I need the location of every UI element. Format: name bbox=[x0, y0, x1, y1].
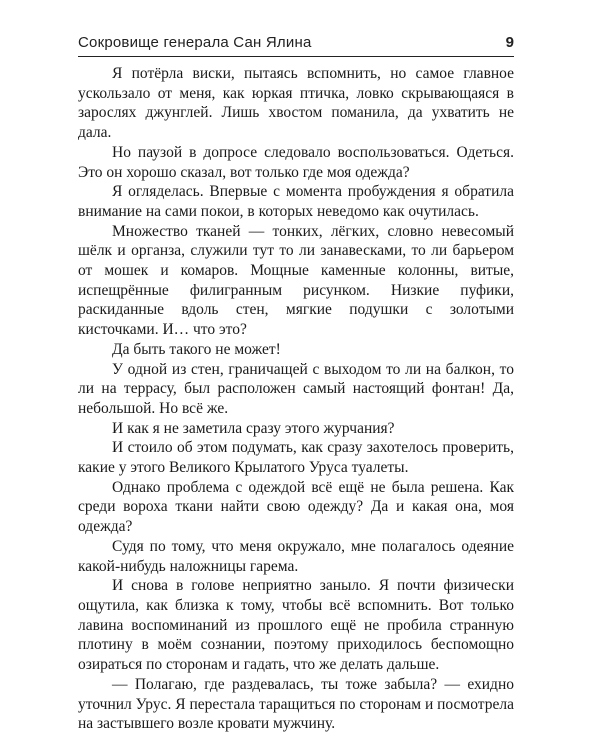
paragraph: И снова в голове неприятно заныло. Я почти физически ощутила, как близка к тому, чтобы всё вспомнить. Вот только лавина воспоминаний из прошлого ещё не пробила странную плотину в моём сознании, поэтому приходилось беспомощно озираться по сторонам и гадать, что же делать дальше. bbox=[78, 577, 514, 674]
paragraph: Судя по тому, что меня окружало, мне полагалось одеяние какой-нибудь наложницы гарема. bbox=[78, 537, 514, 575]
body-text bbox=[78, 64, 514, 734]
paragraph: Однако проблема с одеждой всё ещё не была решена. Как среди вороха ткани найти свою одежду? Да и какая она, моя одежда? bbox=[78, 478, 514, 536]
paragraph: Я потёрла виски, пытаясь вспомнить, но самое главное ускользало от меня, как юркая птичка, ловко скрывающаяся в зарослях джунглей. Лишь хвостом поманила, да ухватить не дала. bbox=[78, 65, 514, 142]
paragraph: Я огляделась. Впервые с момента пробуждения я обратила внимание на сами покои, в которых неведомо как очутилась. bbox=[78, 183, 514, 220]
paragraph: Множество тканей — тонких, лёгких, словно невесомый шёлк и органза, служили тут то ли занавесками, то ли барьером от мошек и комаров. Мощные каменные колонны, витые, испещрённые филигранным рисунком. Низкие пуфики, раскиданные вдоль стен, мягкие подушки с золотыми кисточками. И… что это? bbox=[78, 222, 514, 339]
paragraph: — Полагаю, где раздевалась, ты тоже забыла? — ехидно уточнил Урус. Я перестала таращиться по сторонам и посмотрела на застывшего возле кровати мужчину. bbox=[78, 675, 514, 733]
paragraph: И как я не заметила сразу этого журчания? bbox=[112, 419, 395, 437]
page-number: 9 bbox=[505, 34, 514, 51]
paragraph: У одной из стен, граничащей с выходом то ли на балкон, то ли на террасу, был расположен самый настоящий фонтан! Да, небольшой. Но всё же. bbox=[78, 360, 514, 417]
paragraph: Но паузой в допросе следовало воспользоваться. Одеться. Это он хорошо сказал, вот только где моя одежда? bbox=[78, 143, 514, 181]
paragraph: И стоило об этом подумать, как сразу захотелось проверить, какие у этого Великого Крылатого Уруса туалеты. bbox=[78, 439, 514, 477]
book-title: Сокровище генерала Сан Ялина bbox=[78, 34, 312, 51]
running-header bbox=[78, 34, 514, 57]
paragraph: Да быть такого не может! bbox=[112, 340, 281, 358]
